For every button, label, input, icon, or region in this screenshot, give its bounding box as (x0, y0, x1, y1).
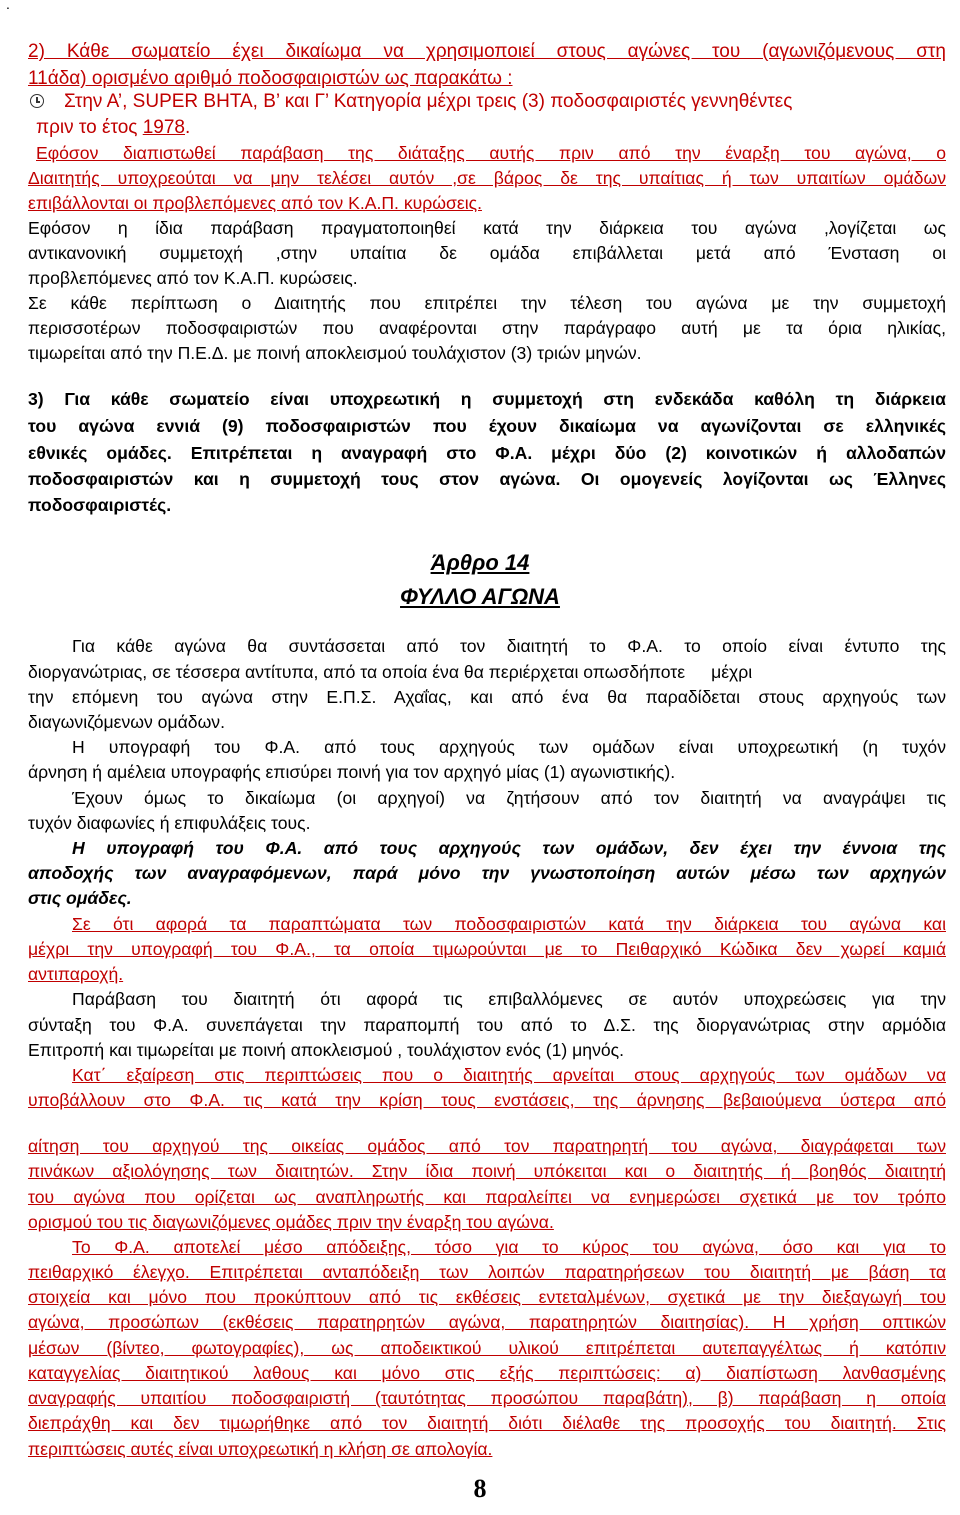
body-g-text1: Κατ΄ εξαίρεση στις περιπτώσεις που ο διαιτητής αρνείται στους αρχηγούς των ομάδων να (72, 1065, 946, 1085)
section2-p2-line3: προβλεπόμενες από τον Κ.Α.Π. κυρώσεις. (28, 268, 358, 288)
section2-bullet-row2 (36, 114, 954, 141)
body-g-text2: υποβάλλουν στο Φ.Α. τις κατά την κρίση τους ενστάσεις, της άρνησης βεβαιούμενα ύστερα από (28, 1090, 946, 1110)
section2-bullet-line2: πριν το έτος (36, 117, 143, 138)
body-i-line7 (28, 1385, 946, 1411)
body-h-text1: αίτηση του αρχηγού της οικείας ομάδος από τον παρατηρητή του αγώνα, διαγράφεται των (28, 1136, 946, 1156)
body-f-text1: Παράβαση του διαιτητή ότι αφορά τις επιβαλλόμενες σε αυτόν υποχρεώσεις για την (72, 989, 946, 1009)
section3-line1: 3) Για κάθε σωματείο είναι υποχρεωτική η συμμετοχή στη ενδεκάδα καθόλη τη διάρκεια (28, 389, 946, 409)
body-i-text3: στοιχεία και μόνο που προκύπτουν από τις εκθέσεις εντεταλμένων, σχετικά με την διεξαγωγή του (28, 1287, 946, 1307)
body-b-text1: Η υπογραφή του Φ.Α. από τους αρχηγούς των ομάδων είναι υποχρεωτική (η τυχόν (72, 737, 946, 757)
body-i-line6 (28, 1360, 946, 1386)
body-i-line1 (28, 1234, 946, 1260)
section2-under-text3: επιβάλλονται οι προβλεπόμενες από τον Κ.Α.Π. κυρώσεις. (28, 193, 482, 213)
body-f-line1 (28, 986, 946, 1012)
section2-bullet (28, 88, 946, 115)
section2-under-line1 (36, 140, 946, 166)
body-c-line2: τυχόν διαφωνίες ή επιφυλάξεις τους. (28, 813, 311, 833)
body-i-text7: αναγραφής υπαιτίου ποδοσφαιριστή (ταυτότητας προσώπου παραβάτη), β) παράβαση η οποία (28, 1388, 946, 1408)
section2-heading (28, 38, 946, 65)
body-h-line4 (28, 1209, 946, 1235)
body-b-line1 (28, 734, 946, 760)
body-f-line2: σύνταξη του Φ.Α. συνεπάγεται την παραπομπή του από το Δ.Σ. της διοργανώτριας στην αρμόδια (28, 1015, 946, 1035)
article-subtitle: ΦΥΛΛΟ ΑΓΩΝΑ (400, 584, 560, 609)
body-i-text6: καταγγελίας διαιτητικού λαθους και μόνο στις εξής περιπτώσεις: α) διαπίστωση λανθασμένης (28, 1363, 946, 1383)
body-g-line2 (28, 1087, 946, 1113)
body-b-line2: άρνηση ή αμέλεια υπογραφής επισύρει ποινή για τον αρχηγό μίας (1) αγωνιστικής). (28, 762, 676, 782)
body-a-line4: διαγωνιζόμενων ομάδων. (28, 712, 225, 732)
section2-p3-line2: περισσοτέρων ποδοσφαιριστών που αναφέρονται στην παράγραφο αυτή με τα όρια ηλικίας, (28, 318, 946, 338)
body-h-line3 (28, 1184, 946, 1210)
body-i-text2: πειθαρχικό έλεγχο. Επιτρέπεται ανταπόδειξη των λοιπών παρατηρήσεων του διαιτητή με βάση τα (28, 1262, 946, 1282)
body-e-line2 (28, 936, 946, 962)
body-c-line1 (28, 785, 946, 811)
section3-line4: ποδοσφαιριστών και η συμμετοχή τους στον αγώνα. Οι ομογενείς λογίζονται ως Έλληνες (28, 469, 946, 489)
body-e-text3: αντιπαροχή. (28, 964, 124, 984)
body-a-line1 (28, 633, 946, 659)
clock-icon (30, 94, 44, 108)
section2-year: 1978 (142, 117, 185, 138)
body-i-text5: μέσων (βίντεο, φωτογραφίες), ως αποδεικτικού υλικού επιτρέπεται αυτεπαγγέλτως ή κατόπιν (28, 1338, 946, 1358)
body-h-line1 (28, 1133, 946, 1159)
section2-bullet-period: . (185, 117, 191, 138)
body-c-text1: Έχουν όμως το δικαίωμα (οι αρχηγοί) να ζητήσουν από τον διαιτητή να αναγράψει τις (72, 788, 946, 808)
body-i-text1: Το Φ.Α. αποτελεί μέσο απόδειξης, τόσο για το κύρος του αγώνα, όσο και για το (72, 1237, 946, 1257)
body-i-line5 (28, 1335, 946, 1361)
body-a-text2b: μέχρι (711, 662, 753, 682)
body-e-line1 (28, 911, 946, 937)
body-i-line3 (28, 1284, 946, 1310)
body-i-text4: αγώνα, προσώπων (εκθέσεις παρατηρητών αγώνα, παρατηρητών διαιτησίας). Η χρήση οπτικών (28, 1312, 946, 1332)
body-f-line3: Επιτροπή και τιμωρείται με ποινή αποκλεισμού , τουλάχιστον ενός (1) μηνός. (28, 1040, 625, 1060)
stray-dot: . (6, 0, 10, 12)
article-title: Άρθρο 14 (430, 550, 530, 575)
section2-heading-line1: 2) Κάθε σωματείο έχει δικαίωμα να χρησιμοποιεί στους αγώνες του (αγωνιζόμενους στη (28, 41, 946, 62)
body-i-line4 (28, 1309, 946, 1335)
body-a-text1: Για κάθε αγώνα θα συντάσσεται από τον διαιτητή το Φ.Α. το οποίο είναι έντυπο της (72, 636, 946, 656)
body-i-text8: διεπράχθη και δεν τιμωρήθηκε από τον διαιτητή διότι διέλαθε της προσοχής του διαιτητή. Στις (28, 1413, 946, 1433)
section3-line3: εθνικές ομάδες. Επιτρέπεται η αναγραφή στο Φ.Α. μέχρι δύο (2) κοινοτικών ή αλλοδαπών (28, 443, 946, 463)
body-d-line2: αποδοχής των αναγραφόμενων, παρά μόνο την γνωστοποίηση αυτών μέσω των αρχηγών (28, 863, 946, 883)
body-i-line9 (28, 1436, 946, 1462)
section2-under-line2 (28, 165, 946, 191)
body-h-line2 (28, 1158, 946, 1184)
section2-under-text2: Διαιτητής υποχρεούται να μην τελέσει αυτόν ,σε βάρος δε της υπαίτιας ή των υπαιτίων ομάδων (28, 168, 946, 188)
body-i-line8 (28, 1410, 946, 1436)
body-e-text2: μέχρι την υπογραφή του Φ.Α., τα οποία τιμωρούνται με το Πειθαρχικό Κώδικα δεν χωρεί καμιά (28, 939, 946, 959)
body-d-line3: στις ομάδες. (28, 888, 132, 908)
body-g-line1 (28, 1062, 946, 1088)
section2-bullet-line1: Στην Α’, SUPER ΒΗΤΑ, Β’ και Γ’ Κατηγορία μέχρι τρεις (3) ποδοσφαιριστές γεννηθέντες (64, 91, 793, 112)
section2-p3-line1: Σε κάθε περίπτωση ο Διαιτητής που επιτρέπει την τέλεση του αγώνα με την συμμετοχή (28, 293, 946, 313)
body-a-text2a: διοργανώτριας, σε τέσσερα αντίτυπα, από τα οποία ένα θα περιέρχεται οπωσδήποτε (28, 662, 686, 682)
body-d-text1: Η υπογραφή του Φ.Α. από τους αρχηγούς των ομάδων, δεν έχει την έννοια της (72, 838, 946, 858)
section2-under-line3 (28, 190, 946, 216)
section2-p2-line2: αντικανονική συμμετοχή ,στην υπαίτια δε ομάδα επιβάλλεται μετά από Ένσταση οι (28, 243, 946, 263)
section2-p2-line1: Εφόσον η ίδια παράβαση πραγματοποιηθεί κατά την διάρκεια του αγώνα ,λογίζεται ως (28, 218, 946, 238)
section3-line5: ποδοσφαιριστές. (28, 495, 172, 515)
body-a-line2 (28, 659, 946, 685)
body-i-text9: περιπτώσεις αυτές είναι υποχρεωτική η κλήση σε απολογία. (28, 1439, 493, 1459)
section2-p3-line3: τιμωρείται από την Π.Ε.Δ. με ποινή αποκλεισμού τουλάχιστον (3) τριών μηνών. (28, 343, 642, 363)
page-number: 8 (473, 1474, 487, 1503)
body-h-text3: του αγώνα που ορίζεται ως αναπληρωτής και παραλείπει να ενημερώσει σχετικά με τον τρόπο (28, 1187, 946, 1207)
body-i-line2 (28, 1259, 946, 1285)
body-h-text4: ορισμού του τις διαγωνιζόμενες ομάδες πριν την έναρξη του αγώνα. (28, 1212, 554, 1232)
body-e-line3 (28, 961, 946, 987)
body-h-text2: πινάκων αξιολόγησης των διαιτητών. Στην ίδια ποινή υπόκειται και ο διαιτητής ή βοηθός διαιτητή (28, 1161, 946, 1181)
section2-under-text1: Εφόσον διαπιστωθεί παράβαση της διάταξης αυτής πριν από την έναρξη του αγώνα, ο (36, 143, 946, 163)
section2-heading-line2: 11άδα) ορισμένο αριθμό ποδοσφαιριστών ως παρακάτω : (28, 68, 513, 89)
body-d-line1 (28, 835, 946, 861)
section3-line2: του αγώνα εννιά (9) ποδοσφαιριστών που έχουν δικαίωμα να αγωνίζονται σε ελληνικές (28, 416, 946, 436)
body-a-line3: την επόμενη του αγώνα στην Ε.Π.Σ. Αχαΐας, και από ένα θα παραδίδεται στους αρχηγούς των (28, 687, 946, 707)
body-e-text1: Σε ότι αφορά τα παραπτώματα των ποδοσφαιριστών κατά την διάρκεια του αγώνα και (72, 914, 946, 934)
